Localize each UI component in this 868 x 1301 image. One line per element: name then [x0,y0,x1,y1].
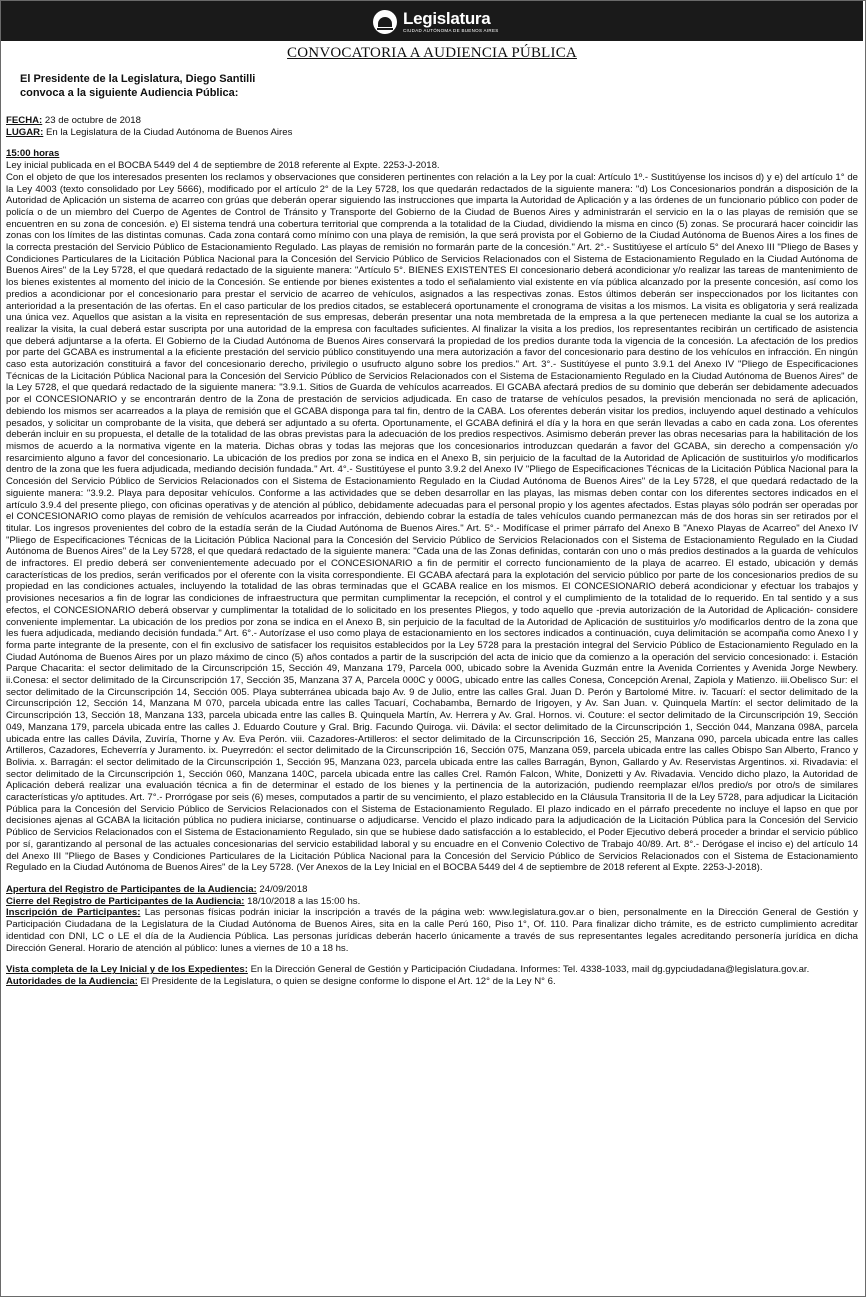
details [6,115,858,138]
cierre-value: 18/10/2018 a las 15:00 hs. [244,895,361,907]
document-content [6,44,858,998]
autoridades-value: El Presidente de la Legislatura, o quien se designe conforme lo dispone el Art. 12° de la Ley N° 6. [137,975,556,987]
vista-row [6,964,858,976]
logo-subtitle: CIUDAD AUTÓNOMA DE BUENOS AIRES [403,28,499,33]
vista-label: Vista completa de la Ley Inicial y de los Expedientes: [6,964,248,976]
hora-section [6,148,858,874]
lugar-value: En la Legislatura de la Ciudad Autónoma de Buenos Aires [43,126,293,138]
fecha-row [6,115,858,127]
autoridades-label: Autoridades de la Audiencia: [6,975,138,987]
hora-subtitle: Ley inicial publicada en el BOCBA 5449 del 4 de septiembre de 2018 referente al Expte. 2253-J-2018. [6,160,440,172]
autoridades-row [6,976,858,988]
apertura-label: Apertura del Registro de Participantes de la Audiencia: [6,884,257,895]
lugar-label: LUGAR: [6,126,44,138]
cierre-row [6,896,858,908]
fecha-value: 23 de octubre de 2018 [42,115,141,126]
registro-section [6,884,858,954]
inscripcion-row [6,907,858,954]
fecha-label: FECHA: [6,115,43,126]
inscripcion-value: Las personas físicas podrán iniciar la inscripción a través de la página web: www.legislatura.gov.ar o bien, personalmente en la Dirección General de Gestión y Participación Ciudadana de la Legislatura de la Ciudad Autónoma de Buenos Aires, sita en la calle Perú 160, Piso 1°, Of. 110. Para finalizar dicho trámite, es de estricto cumplimiento acreditar identidad con DNI, LC o LE el día de la Audiencia Pública. Las personas jurídicas deberán hacerlo únicamente a través de sus representantes legales acreditando personería jurídica en dicha Dirección General. Horario de atención al público: lunes a viernes de 10 a 18 hs. [6,907,858,954]
hora-label: 15:00 horas [6,148,60,160]
cierre-label: Cierre del Registro de Participantes de la Audiencia: [6,895,245,907]
apertura-value: 24/09/2018 [256,884,308,895]
intro [20,72,858,100]
apertura-row [6,884,858,896]
final-section [6,964,858,987]
intro-line-2: convoca a la siguiente Audiencia Pública: [20,87,239,99]
logo-text [403,10,499,34]
legislatura-logo [373,7,499,37]
logo-name: Legislatura [403,9,491,28]
header-bar [1,1,863,41]
page-title: CONVOCATORIA A AUDIENCIA PÚBLICA [287,45,577,61]
lugar-row [6,127,858,139]
intro-line-1: El Presidente de la Legislatura, Diego Santilli [20,73,256,85]
inscripcion-label: Inscripción de Participantes: [6,907,141,919]
legislatura-emblem-icon [373,10,397,34]
ley-body-text: Con el objeto de que los interesados presenten los reclamos y observaciones que consideren pertinentes con relación a la Ley por la cual: Artículo 1º.- Sustitúyense los incisos d) y e) del artículo 1° de la Ley 4003 (texto consolidado por Ley 5666), modificado por el artículo 2° de la Ley 5728, los que quedarán redactados de la siguiente manera: "d) Los Concesionarios pondrán a disposición de la Autoridad de Aplicación un sistema de acarreo con grúas que deberán operar siguiendo las instrucciones que imparta la Autoridad de Aplicación y a las órdenes de un funcionario público con poder de policía o de un miembro del Cuerpo de Agentes de Control de Tránsito y Transporte del Gobierno de la Ciudad de Buenos Aires y administrarán el servicio en la o las playas de remisión que se encuentren en su zona de concesión. e) El sistema tendrá una cobertura territorial que comprenda a la totalidad de la Ciudad, dividiendo la misma en cinco (5) zonas. Se procurará hacer coincidir las zonas con los límites de las distintas comunas. Cada zona contará como mínimo con una playa de remisión, la que será provista por el Gobierno de la Ciudad Autónoma de Buenos Aires a los fines de la correcta prestación del Servicio Público de Estacionamiento Regulado. Las playas de remisión no formarán parte de la concesión." Art. 2°.- Sustitúyese el artículo 5° del Anexo III "Pliego de Bases y Condiciones Particulares de la Licitación Pública Nacional para la Concesión del Servicio Público de Servicios Relacionados con el Sistema de Estacionamiento Regulado en la Ciudad Autónoma de Buenos Aires" de la Ley 5728, el que quedará redactado de la siguiente manera: "Artículo 5°. BIENES EXISTENTES El concesionario deberá acondicionar y/o realizar las tareas de mantenimiento de los bienes existentes al momento del inicio de la Concesión. Se entiende por bienes existentes a todo el señalamiento vial existente en vía pública alcanzado por la presente concesión, así como los predios a acondicionar por el concesionario para prestar el servicio de acarreo de vehículos, asignados a las respectivas zonas. Estos últimos deberán ser inspeccionados por los licitantes con anterioridad a la presentación de las ofertas. En el caso particular de los predios citados, se establecerá oportunamente el cronograma de visitas a los mismos. La visita es obligatoria y será realizada una única vez. Aquellos que asistan a la visita en representación de sus empresas, deberán presentar una nota membretada de la empresa a la que pertenecen mediante la cual se los autoriza a realizar la visita, la cual deberá estar suscripta por una autoridad de la empresa con facultades suficientes. Al finalizar la visita a los predios, los representantes recibirán un certificado de asistencia que deberá adjuntarse a la oferta. El Gobierno de la Ciudad Autónoma de Buenos Aires conservará la propiedad de los predios durante toda la vigencia de la concesión. La afectación de los predios por parte del GCABA es instrumental a la eficiente prestación del servicio público constituyendo una mera autorización a favor del concesionario para destino de los vehículos en infracción. En ningún caso esta autorización constituirá a favor del concesionario derecho, privilegio o usufructo alguno sobre los predios." Art. 3°.- Sustitúyese el punto 3.9.1 del Anexo IV "Pliego de Especificaciones Técnicas de la Licitación Pública Nacional para la Concesión del Servicio Público de Servicios Relacionados con el Sistema de Estacionamiento Regulado en la Ciudad Autónoma de Buenos Aires" de la Ley 5728, el que quedará redactado de la siguiente manera: "3.9.1. Sitios de Guarda de vehículos acarreados. El GCABA afectará predios de su dominio que deberán ser debidamente adecuados por el CONCESIONARIO y se encontrarán dentro de la Zona de prestación de servicios adjudicada. En caso de tratarse de vehículos pesados, la previsión mencionada no será de aplicación, debiendo los mismos ser acarreados a la playa de remisión que el GCABA disponga para tal fin, dentro de la CABA. Los oferentes deberán visitar los predios, incluyendo aquel destinado a vehículos pesados, y solicitar un comprobante de la visita, que deberá ser adjuntado a su oferta. Oportunamente, el GCABA definirá el día y la hora en que serán llevadas a cabo en cada zona. Los oferentes deberán incluir en su propuesta, el detalle de la totalidad de las obras previstas para la adecuación de los predios respectivos. Asimismo deberán prever las obras necesarias para la habilitación de los mismos de acuerdo a la normativa vigente en la materia. Dichas obras y todas las mejoras que los concesionarios introduzcan quedarán a favor del GCABA, sin derecho a compensación y/o resarcimiento alguno a favor del concesionario. La ubicación de los predios por zona se indica en el Anexo B, sin perjuicio de la facultad de la Autoridad de Aplicación de sustituirlos y/o modificarlos dentro de la zona que les fuera adjudicada, mediando decisión fundada." Art. 4°.- Sustitúyese el punto 3.9.2 del Anexo IV "Pliego de Especificaciones Técnicas de la Licitación Pública Nacional para la Concesión del Servicio Público de Servicios Relacionados con el Sistema de Estacionamiento Regulado en la Ciudad Autónoma de Buenos Aires" de la Ley 5728, el que quedará redactado de la siguiente manera: "3.9.2. Playa para depositar vehículos. Conforme a las actividades que se deben desarrollar en las playas, las mismas deben contar con los diferentes sectores indicados en el artículo 3.9.4 del presente pliego, con oficinas operativas y de atención al público, debidamente adecuadas para el personal propio y los agentes afectados. Estas playas sólo podrán ser operadas por el CONCESIONARIO como playas de remisión de vehículos acarreados por infracción, debiendo cobrar la estadía de tales vehículos cuando permanezcan más de dos horas sin ser retirados por el titular. Los ingresos provenientes del cobro de la estadía serán de la Ciudad Autónoma de Buenos Aires." Art. 5°.- Modifícase el primer párrafo del Anexo B "Anexo Playas de Acarreo" del Anexo IV "Pliego de Especificaciones Técnicas de la Licitación Pública Nacional para la Concesión del Servicio Público de Servicios Relacionados con el Sistema de Estacionamiento Regulado en la Ciudad Autónoma de Buenos Aires" de la Ley 5728, el que quedará redactado de la siguiente manera: "Cada una de las Zonas definidas, contarán con uno o más predios destinados a la guarda de vehículos de infractores. El predio deberá ser convenientemente adecuado por el CONCESIONARIO a fin de permitir el correcto funcionamiento de la playa de acarreo. El estado, ubicación y demás características de los predios, serán verificados por el oferente con la visita correspondiente. El GCABA afectará para la explotación del servicio público por parte de los concesionarios predios de su propiedad en las condiciones actuales, incluyendo la totalidad de las obras terminadas que el GCABA realice en los mismos. El CONCESIONARIO deberá acondicionar y efectuar los trabajos y provisiones necesarios a fin de lograr las condiciones de infraestructura que permitan cumplimentar la recepción, el control y el cumplimiento de la totalidad de lo requerido. En tal sentido y a sus efectos, el CONCESIONARIO deberá observar y cumplimentar la totalidad de lo solicitado en los presentes Pliegos, y todo aquello que -previa autorización de la Autoridad de Aplicación- considere conveniente implementar. La ubicación de los predios por zona se indica en el Anexo B, sin perjuicio de la facultad de la Autoridad de Aplicación de sustituirlos y/o modificarlos dentro de la zona que les fuera adjudicada, mediando decisión fundada." Art. 6°.- Autorízase el uso como playa de estacionamiento en los sectores indicados a continuación, cuya delimitación se acompaña como Anexo I y forma parte integrante de la presente, con el fin exclusivo de satisfacer los requisitos establecidos por la Ley 5728 para la prestación integral del Servicio Público de Estacionamiento Regulado en la Ciudad Autónoma de Buenos Aires por un plazo máximo de cinco (5) años contados a partir de la suscripción del acta de inicio que da comienzo a la operación del servicio concesionado: i. Estación Parque Chacarita: el sector delimitado de la Circunscripción 15, Sección 49, Manzana 179, Parcela 000, ubicado sobre la Avenida Guzmán entre la Avenida Corrientes y Avenida Jorge Newbery. ii.Conesa: el sector delimitado de la Circunscripción 17, Sección 35, Manzana 37 A, Parcela 000C y 000G, ubicado entre las calles Conesa, Concepción Arenal, Zapiola y Matienzo. iii.Obelisco Sur: el sector delimitado de la Circunscripción 14, Sección 005. Playa subterránea ubicada bajo Av. 9 de Julio, entre las calles Gral. Juan D. Perón y Bartolomé Mitre. iv. Tacuarí: el sector delimitado de la Circunscripción 12, Sección 14, Manzana M 070, parcela ubicada entre las calles Tacuarí, Cochabamba, Bernardo de Irigoyen, y Av. San Juan. v. Quinquela Martín: el sector delimitado de la Circunscripción 13, Sección 18, Manzana 133, parcela ubicada entre las calles B. Quinquela Martín, Av. Herrera y Av. Gral. Hornos. vi. Couture: el sector delimitado de la Circunscripción 19, Sección 049, Manzana 179, parcela ubicada entre las calles J. Eduardo Couture y Gral. Brig. Facundo Quiroga. vii. Dávila: el sector delimitado de la Circunscripción 1, Sección 044, Manzana 098A, parcela ubicada entre las calles Dávila, Zuviría, Thorne y Av. Eva Perón. viii. Cazadores-Artilleros: el sector delimitado de la Circunscripción 16, Sección 25, Manzana 090, parcela ubicada entre las calles Artilleros, Cazadores, Echeverría y Juramento. ix. Pueyrredón: el sector delimitado de la Circunscripción 16, Sección 075, Manzana 059, parcela ubicada entre las calles Obispo San Alberto, Franco y Bolivia. x. Barragán: el sector delimitado de la Circunscripción 1, Sección 95, Manzana 023, parcela ubicada entre las calles Barragán, Bynon, Gallardo y Av. Reservistas Argentinos. xi. Rivadavia: el sector delimitado de la Circunscripción 1, Sección 060, Manzana 140C, parcela ubicada entre las calles Crel. Ramón Falcon, White, Donizetti y Av. Rivadavia. Vencido dicho plazo, la Autoridad de Aplicación deberá realizar una evaluación técnica a fin de determinar el estado de los bienes y la pertinencia de la autorización, pudiendo reemplazar el/los predio/s por otro/s de similares características y/o aptitudes. Art. 7°.- Prorrógase por seis (6) meses, computados a partir de su vencimiento, el plazo establecido en la Cláusula Transitoria II de la Ley 5728, para adjudicar la Licitación Pública para la Concesión del Servicio Público de Servicios Relacionados con el Sistema de Estacionamiento Regulado. El plazo indicado en el párrafo precedente no incluye el lapso en que por decisiones ajenas al GCABA la licitación pública no pudiera iniciarse, continuarse o adjudicarse. Vencido el plazo indicado para la adjudicación de la Licitación Pública para la Concesión del Servicio Público de Servicios Relacionados con el Sistema de Estacionamiento Regulado, sin que se hubiese dado satisfacción a lo establecido, el Poder Ejecutivo deberá proceder a brindar el servicio público por sí, garantizando al personal de las actuales concesionarias del servicio estabilidad laboral y su encuadre en el Convenio Colectivo de Trabajo 40/89. Art. 8°.- Derógase el inciso e) del artículo 14 del Anexo III "Pliego de Bases y Condiciones Particulares de la Licitación Pública Nacional para la Concesión del Servicio Público de Servicios Relacionados con el Sistema de Estacionamiento Regulado en la Ciudad Autónoma de Buenos Aires" de la Ley 5728. (Ver Anexos de la Ley Inicial en el BOCBA 5449 del 4 de septiembre de 2018 referent al Expte. 2253-J-2018). [6,171,858,874]
vista-value: En la Dirección General de Gestión y Participación Ciudadana. Informes: Tel. 4338-1033, mail dg.gypciudadana@legislatura.gov.ar. [247,964,810,976]
